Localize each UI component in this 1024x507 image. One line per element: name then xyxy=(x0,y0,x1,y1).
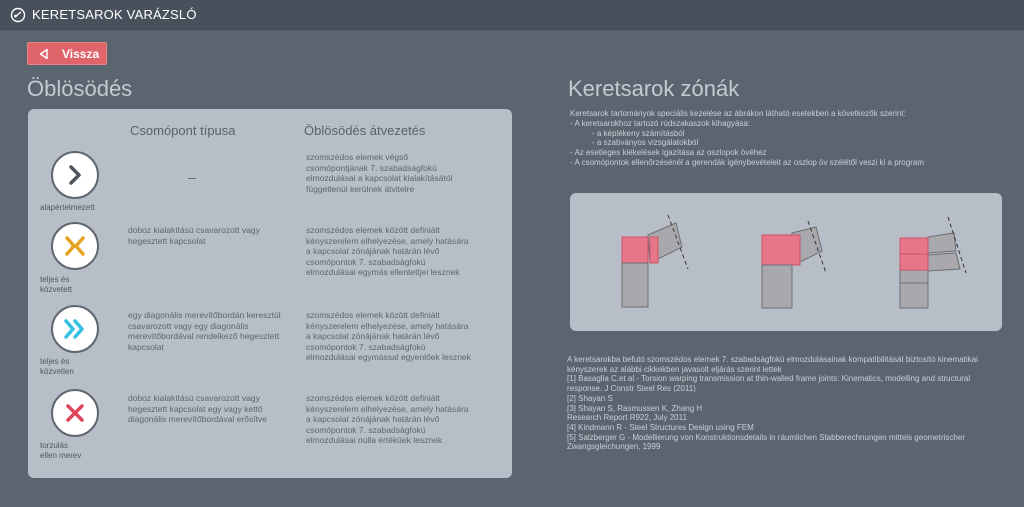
intro-line: - Az esetleges kiékelések igazítása az oszlopok övéhez xyxy=(570,148,767,158)
section-heading-left: Öblösödés xyxy=(27,76,133,101)
type-rigid: doboz kialakítású csavarozott vagy hegesztett kapcsolat egy vagy kettő diagonális merevítőbordával erősítve xyxy=(128,393,267,424)
reference-line: [4] Kindmann R - Steel Structures Design using FEM xyxy=(567,422,754,432)
close-x-icon xyxy=(62,400,88,426)
frame-corner-diagram-panel xyxy=(570,193,1002,331)
triangle-left-icon xyxy=(38,48,50,60)
reference-line: [2] Shayan S xyxy=(567,393,613,403)
column-header-type: Csomópont típusa xyxy=(130,123,236,138)
converging-chevrons-icon xyxy=(61,232,89,260)
reference-line: Research Report R922, July 2011 xyxy=(567,413,687,423)
reference-line: A keretsarokba befutó szomszédos elemek 7. szabadságfokú elmozdulásainak kompatibilitását biztosító kinematikai kényszerek az alábbi cikkekben javasolt eljárás szerint lettek xyxy=(567,355,978,374)
frame-corner-figure-3 xyxy=(900,217,966,308)
frame-corner-figure-2 xyxy=(762,221,826,308)
reference-line: [1] Basaglia C.et al - Torsion warping transmission at thin-walled frame joints: Kinematics, modelling and structural response. J Constr Steel Res (2011) xyxy=(567,374,971,394)
option-rigid[interactable] xyxy=(51,389,99,437)
double-chevron-right-icon xyxy=(61,315,89,343)
intro-line: - a képlékeny számításból xyxy=(592,128,685,138)
option-full-direct[interactable] xyxy=(51,305,99,353)
frame-corner-zones-illustration xyxy=(570,193,1002,331)
caption-full-direct: teljes és közvetlen xyxy=(40,357,74,376)
back-button-label: Vissza xyxy=(62,46,100,61)
caption-full-indirect: teljes és közvetett xyxy=(40,275,73,294)
caption-rigid: torzulás ellen merev xyxy=(40,441,82,460)
reference-line: [3] Shayan S, Rasmussen K, Zhang H xyxy=(567,403,703,413)
intro-line: - a szabványos vizsgálatokból xyxy=(592,138,699,148)
section-heading-right: Keretsarok zónák xyxy=(568,76,740,101)
intro-line: Keretsarok tartományok speciális kezelése az ábrákon látható esetekben a következők szerint: xyxy=(570,109,906,118)
intro-line: - A csomópontok ellenőrzésénél a gerendák igénybevételeit az oszlop öv szélétől veszi ki a program xyxy=(570,157,924,167)
back-button[interactable] xyxy=(27,42,107,65)
intro-line: - A keretsarokhoz tartozó rúdszakaszok kihagyása: xyxy=(570,118,751,128)
type-full-direct: egy diagonális merevítőbordán keresztül csavarozott vagy egy diagonális merevítőbordával rendelkező hegesztett kapcsolat xyxy=(128,310,281,352)
frame-corner-figure-1 xyxy=(622,215,688,307)
title-bar xyxy=(0,0,1024,30)
zones-intro-text xyxy=(570,109,990,168)
desc-full-indirect: szomszédos elemek között definiált kényszerelem elhelyezése, amely hatására a kapcsolat zónájának határán lévő csomópontok 7. szabadságfokú elmozdulásai egymás ellentettjei lesznek xyxy=(306,225,469,277)
option-full-indirect[interactable] xyxy=(51,222,99,270)
app-logo-icon xyxy=(10,7,26,23)
desc-default: szomszédos elemek végső csomópontjának 7. szabadságfokú elmozdulásai a kapcsolat kialakításától függetlenül kerülnek átvitelre xyxy=(306,152,453,194)
caption-default: alapértelmezett xyxy=(40,203,95,212)
desc-full-direct: szomszédos elemek között definiált kényszerelem elhelyezése, amely hatására a kapcsolat zónájának határán lévő csomópontok 7. szabadságfokú elmozdulásai egymással egyenlőek lesznek xyxy=(306,310,471,362)
references-text xyxy=(567,355,997,452)
column-header-transfer: Öblösödés átvezetés xyxy=(304,123,426,138)
type-default: – xyxy=(188,169,196,185)
window-title: KERETSAROK VARÁZSLÓ xyxy=(32,7,197,22)
type-full-indirect: doboz kialakítású csavarozott vagy hegesztett kapcsolat xyxy=(128,225,260,246)
desc-rigid: szomszédos elemek között definiált kényszerelem elhelyezése, amely hatására a kapcsolat zónájának határán lévő csomópontok 7. szabadságfokú elmozdulásai nulla értékűek lesznek xyxy=(306,393,469,445)
reference-line: [5] Salzberger G - Modellierung von Konstruktionsdetails in räumlichen Stabberechnungen mittels geometrischer Zwangsgleichungen, 1999 xyxy=(567,432,965,452)
option-default[interactable] xyxy=(51,151,99,199)
chevron-right-icon xyxy=(62,162,88,188)
connection-types-panel xyxy=(28,109,512,478)
